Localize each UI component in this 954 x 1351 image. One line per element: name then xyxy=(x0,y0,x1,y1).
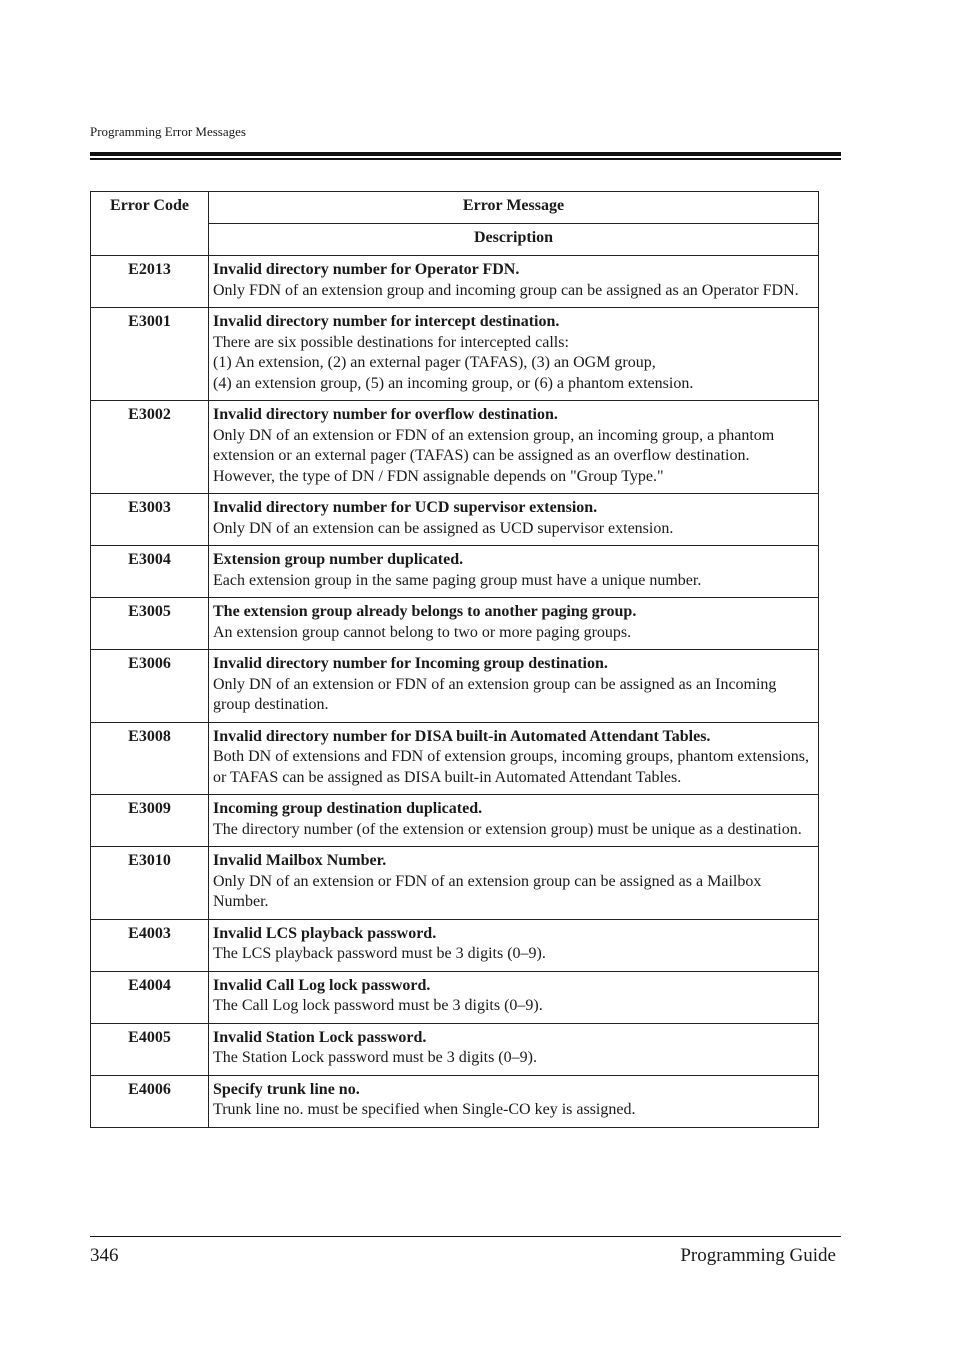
error-description: The LCS playback password must be 3 digits (0–9). xyxy=(213,945,546,962)
error-detail-cell xyxy=(209,971,819,1023)
error-detail-cell xyxy=(209,650,819,723)
error-code: E4004 xyxy=(91,971,209,1023)
table-row xyxy=(91,847,819,920)
error-description: Only FDN of an extension group and incoming group can be assigned as an Operator FDN. xyxy=(213,281,799,299)
guide-title: Programming Guide xyxy=(680,1245,836,1266)
error-message: Invalid directory number for DISA built-in Automated Attendant Tables. xyxy=(213,727,711,745)
table-row xyxy=(91,795,819,847)
table-row xyxy=(91,256,819,308)
header-description: Description xyxy=(209,224,819,256)
error-code: E3005 xyxy=(91,598,209,650)
error-code: E3002 xyxy=(91,401,209,494)
error-description: The Call Log lock password must be 3 digits (0–9). xyxy=(213,997,543,1014)
error-detail-cell xyxy=(209,401,819,494)
error-message: Extension group number duplicated. xyxy=(213,551,464,568)
error-message: Invalid LCS playback password. xyxy=(213,924,437,942)
table-row xyxy=(91,1023,819,1075)
error-code: E3003 xyxy=(91,494,209,546)
error-description: Only DN of an extension or FDN of an extension group can be assigned as a Mailbox Number. xyxy=(213,872,762,910)
error-description: There are six possible destinations for intercepted calls: (1) An extension, (2) an external pager (TAFAS), (3) an OGM group, (4) an extension group, (5) an incoming group, or (6) a phantom extension. xyxy=(213,333,694,392)
error-code: E3004 xyxy=(91,546,209,598)
error-message: Incoming group destination duplicated. xyxy=(213,800,483,817)
error-detail-cell xyxy=(209,494,819,546)
error-detail-cell xyxy=(209,919,819,971)
error-code: E3008 xyxy=(91,722,209,795)
error-code: E4006 xyxy=(91,1075,209,1127)
header-rule-thick xyxy=(90,152,841,156)
error-message: Invalid directory number for UCD supervisor extension. xyxy=(213,499,598,516)
error-description: The directory number (of the extension or extension group) must be unique as a destination. xyxy=(213,820,802,838)
error-message: Invalid directory number for Incoming group destination. xyxy=(213,655,608,672)
error-code: E2013 xyxy=(91,256,209,308)
header-error-code: Error Code xyxy=(91,192,209,256)
error-description: Each extension group in the same paging group must have a unique number. xyxy=(213,571,702,589)
table-row xyxy=(91,722,819,795)
error-code: E3010 xyxy=(91,847,209,920)
error-description: Both DN of extensions and FDN of extension groups, incoming groups, phantom extensions, or TAFAS can be assigned as DISA built-in Automated Attendant Tables. xyxy=(213,748,809,786)
error-message: Invalid directory number for Operator FDN. xyxy=(213,261,520,278)
error-description: Only DN of an extension or FDN of an extension group can be assigned as an Incoming group destination. xyxy=(213,675,777,713)
running-head: Programming Error Messages xyxy=(90,124,246,139)
table-row xyxy=(91,308,819,401)
table-row xyxy=(91,919,819,971)
error-message: Invalid Call Log lock password. xyxy=(213,976,431,994)
header-rule-thin xyxy=(90,158,841,160)
error-detail-cell xyxy=(209,795,819,847)
error-code: E4005 xyxy=(91,1023,209,1075)
error-description: The Station Lock password must be 3 digits (0–9). xyxy=(213,1049,537,1066)
error-description: Only DN of an extension can be assigned as UCD supervisor extension. xyxy=(213,519,674,537)
error-code: E3001 xyxy=(91,308,209,401)
error-code: E3006 xyxy=(91,650,209,723)
error-detail-cell xyxy=(209,256,819,308)
error-message: Invalid Mailbox Number. xyxy=(213,852,387,869)
footer-rule xyxy=(90,1236,841,1237)
table-row xyxy=(91,401,819,494)
table-row xyxy=(91,1075,819,1127)
page-number: 346 xyxy=(90,1245,119,1266)
error-detail-cell xyxy=(209,546,819,598)
error-code: E3009 xyxy=(91,795,209,847)
table-row xyxy=(91,598,819,650)
error-message: Invalid directory number for intercept destination. xyxy=(213,313,560,330)
table-row xyxy=(91,494,819,546)
error-message: The extension group already belongs to another paging group. xyxy=(213,603,637,620)
table-row xyxy=(91,971,819,1023)
error-message: Specify trunk line no. xyxy=(213,1080,360,1098)
error-detail-cell xyxy=(209,598,819,650)
error-message: Invalid directory number for overflow destination. xyxy=(213,406,558,423)
error-description: Only DN of an extension or FDN of an extension group, an incoming group, a phantom extension or an external pager (TAFAS) can be assigned as an overflow destination. However, the type of DN / FDN assignable depends on "Group Type." xyxy=(213,426,775,485)
error-detail-cell xyxy=(209,722,819,795)
error-description: Trunk line no. must be specified when Single-CO key is assigned. xyxy=(213,1101,636,1118)
error-detail-cell xyxy=(209,1075,819,1127)
error-detail-cell xyxy=(209,1023,819,1075)
error-code: E4003 xyxy=(91,919,209,971)
error-table xyxy=(90,191,819,1128)
table-row xyxy=(91,546,819,598)
error-detail-cell xyxy=(209,847,819,920)
error-detail-cell xyxy=(209,308,819,401)
error-description: An extension group cannot belong to two or more paging groups. xyxy=(213,623,632,641)
error-message: Invalid Station Lock password. xyxy=(213,1028,427,1046)
header-error-message: Error Message xyxy=(209,192,819,224)
table-row xyxy=(91,650,819,723)
